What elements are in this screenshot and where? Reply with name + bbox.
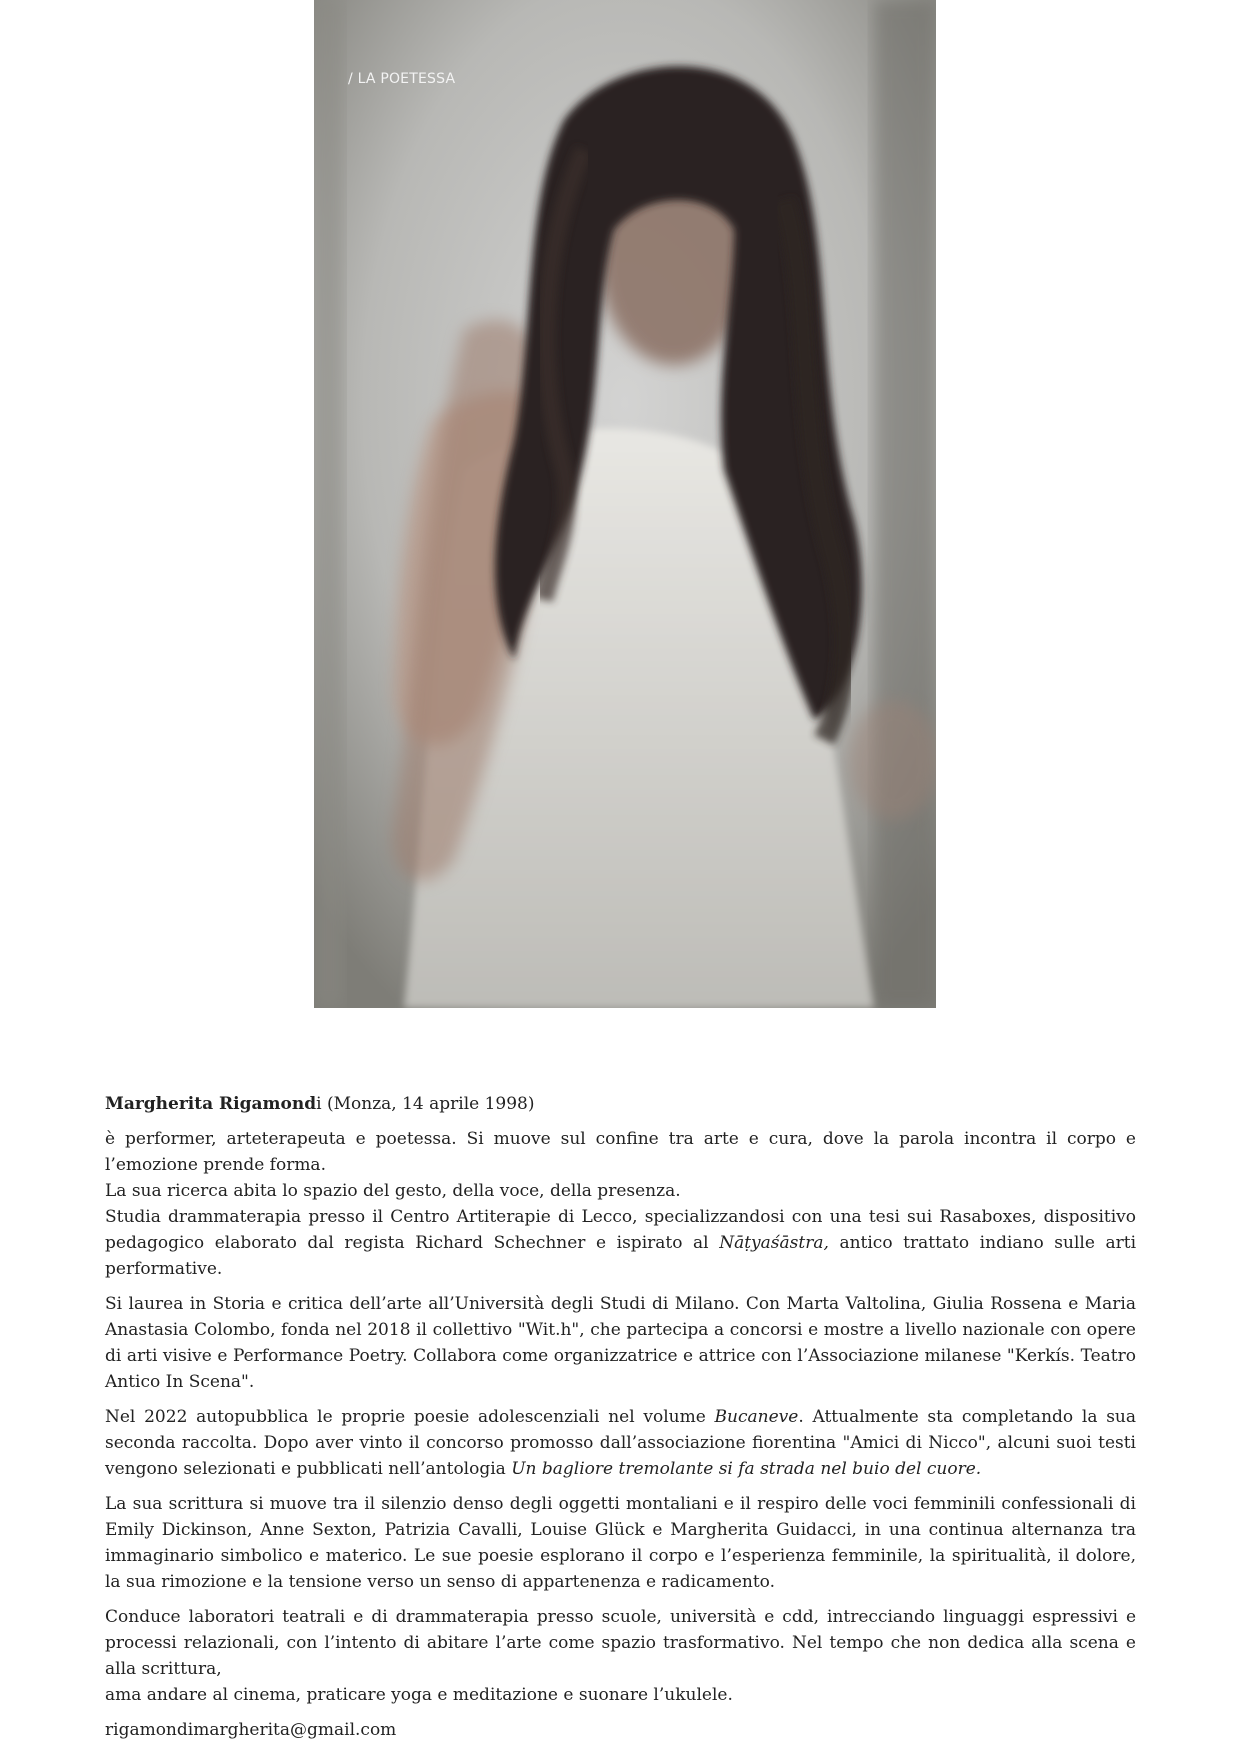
bio-paragraph-1-line-1: è performer, arteterapeuta e poetessa. Si muove sul confine tra arte e cura, dove la parola incontra il corpo e l’emozione prende forma. xyxy=(105,1129,1136,1175)
bio-paragraph-4: La sua scrittura si muove tra il silenzio denso degli oggetti montaliani e il respiro delle voci femminili confessionali di Emily Dickinson, Anne Sexton, Patrizia Cavalli, Louise Glück e Margherita Guidacci, in una continua alternanza tra immaginario simbolico e materico. Le sue poesie esplorano il corpo e l’esperienza femminile, la spiritualità, il dolore, la sua rimozione e la tensione verso un senso di appartenenza e radicamento. xyxy=(105,1494,1136,1592)
author-name: Margherita Rigamond xyxy=(105,1094,317,1114)
bio-intro xyxy=(105,1091,1136,1117)
anthology-title: Un bagliore tremolante si fa strada nel buio del cuore. xyxy=(511,1459,982,1479)
bio-paragraph-1-line-3: Studia drammaterapia presso il Centro Artiterapie di Lecco, specializzandosi con una tesi sui Rasaboxes, dispositivo pedagogico elaborato dal regista Richard Schechner e ispirato al Nāṭyaśāstra, antico trattato indiano sulle arti performative. xyxy=(105,1207,1137,1279)
bio-paragraph-3: Nel 2022 autopubblica le proprie poesie adolescenziali nel volume Bucaneve. Attualmente sta completando la sua seconda raccolta. Dopo aver vinto il concorso promosso dall’associazione fiorentina "Amici di Nicco", alcuni suoi testi vengono selezionati e pubblicati nell’antologia Un bagliore tremolante si fa strada nel buio del cuore. xyxy=(105,1407,1137,1479)
biography xyxy=(105,1091,1136,1752)
bio-paragraph-1 xyxy=(105,1126,1136,1282)
book-title: Bucaneve xyxy=(714,1407,799,1427)
birth-info: i (Monza, 14 aprile 1998) xyxy=(316,1094,535,1114)
section-label: / LA POETESSA xyxy=(348,71,456,87)
bio-paragraph-2: Si laurea in Storia e critica dell’arte all’Università degli Studi di Milano. Con Marta Valtolina, Giulia Rossena e Maria Anastasia Colombo, fonda nel 2018 il collettivo "Wit.h", che partecipa a concorsi e mostre a livello nazionale con opere di arti visive e Performance Poetry. Collabora come organizzatrice e attrice con l’Associazione milanese "Kerkís. Teatro Antico In Scena". xyxy=(105,1294,1136,1392)
bio-paragraph-5: Conduce laboratori teatrali e di drammaterapia presso scuole, università e cdd, intrecciando linguaggi espressivi e processi relazionali, con l’intento di abitare l’arte come spazio trasformativo. Nel tempo che non dedica alla scena e alla scrittura, ama andare al cinema, praticare yoga e meditazione e suonare l’ukulele. xyxy=(105,1607,1136,1705)
email-contact[interactable]: rigamondimargherita@gmail.com xyxy=(105,1720,397,1740)
portrait-photo xyxy=(314,0,936,1008)
bio-paragraph-1-line-2: La sua ricerca abita lo spazio del gesto, della voce, della presenza. xyxy=(105,1181,681,1201)
portrait-illustration xyxy=(314,0,936,1008)
